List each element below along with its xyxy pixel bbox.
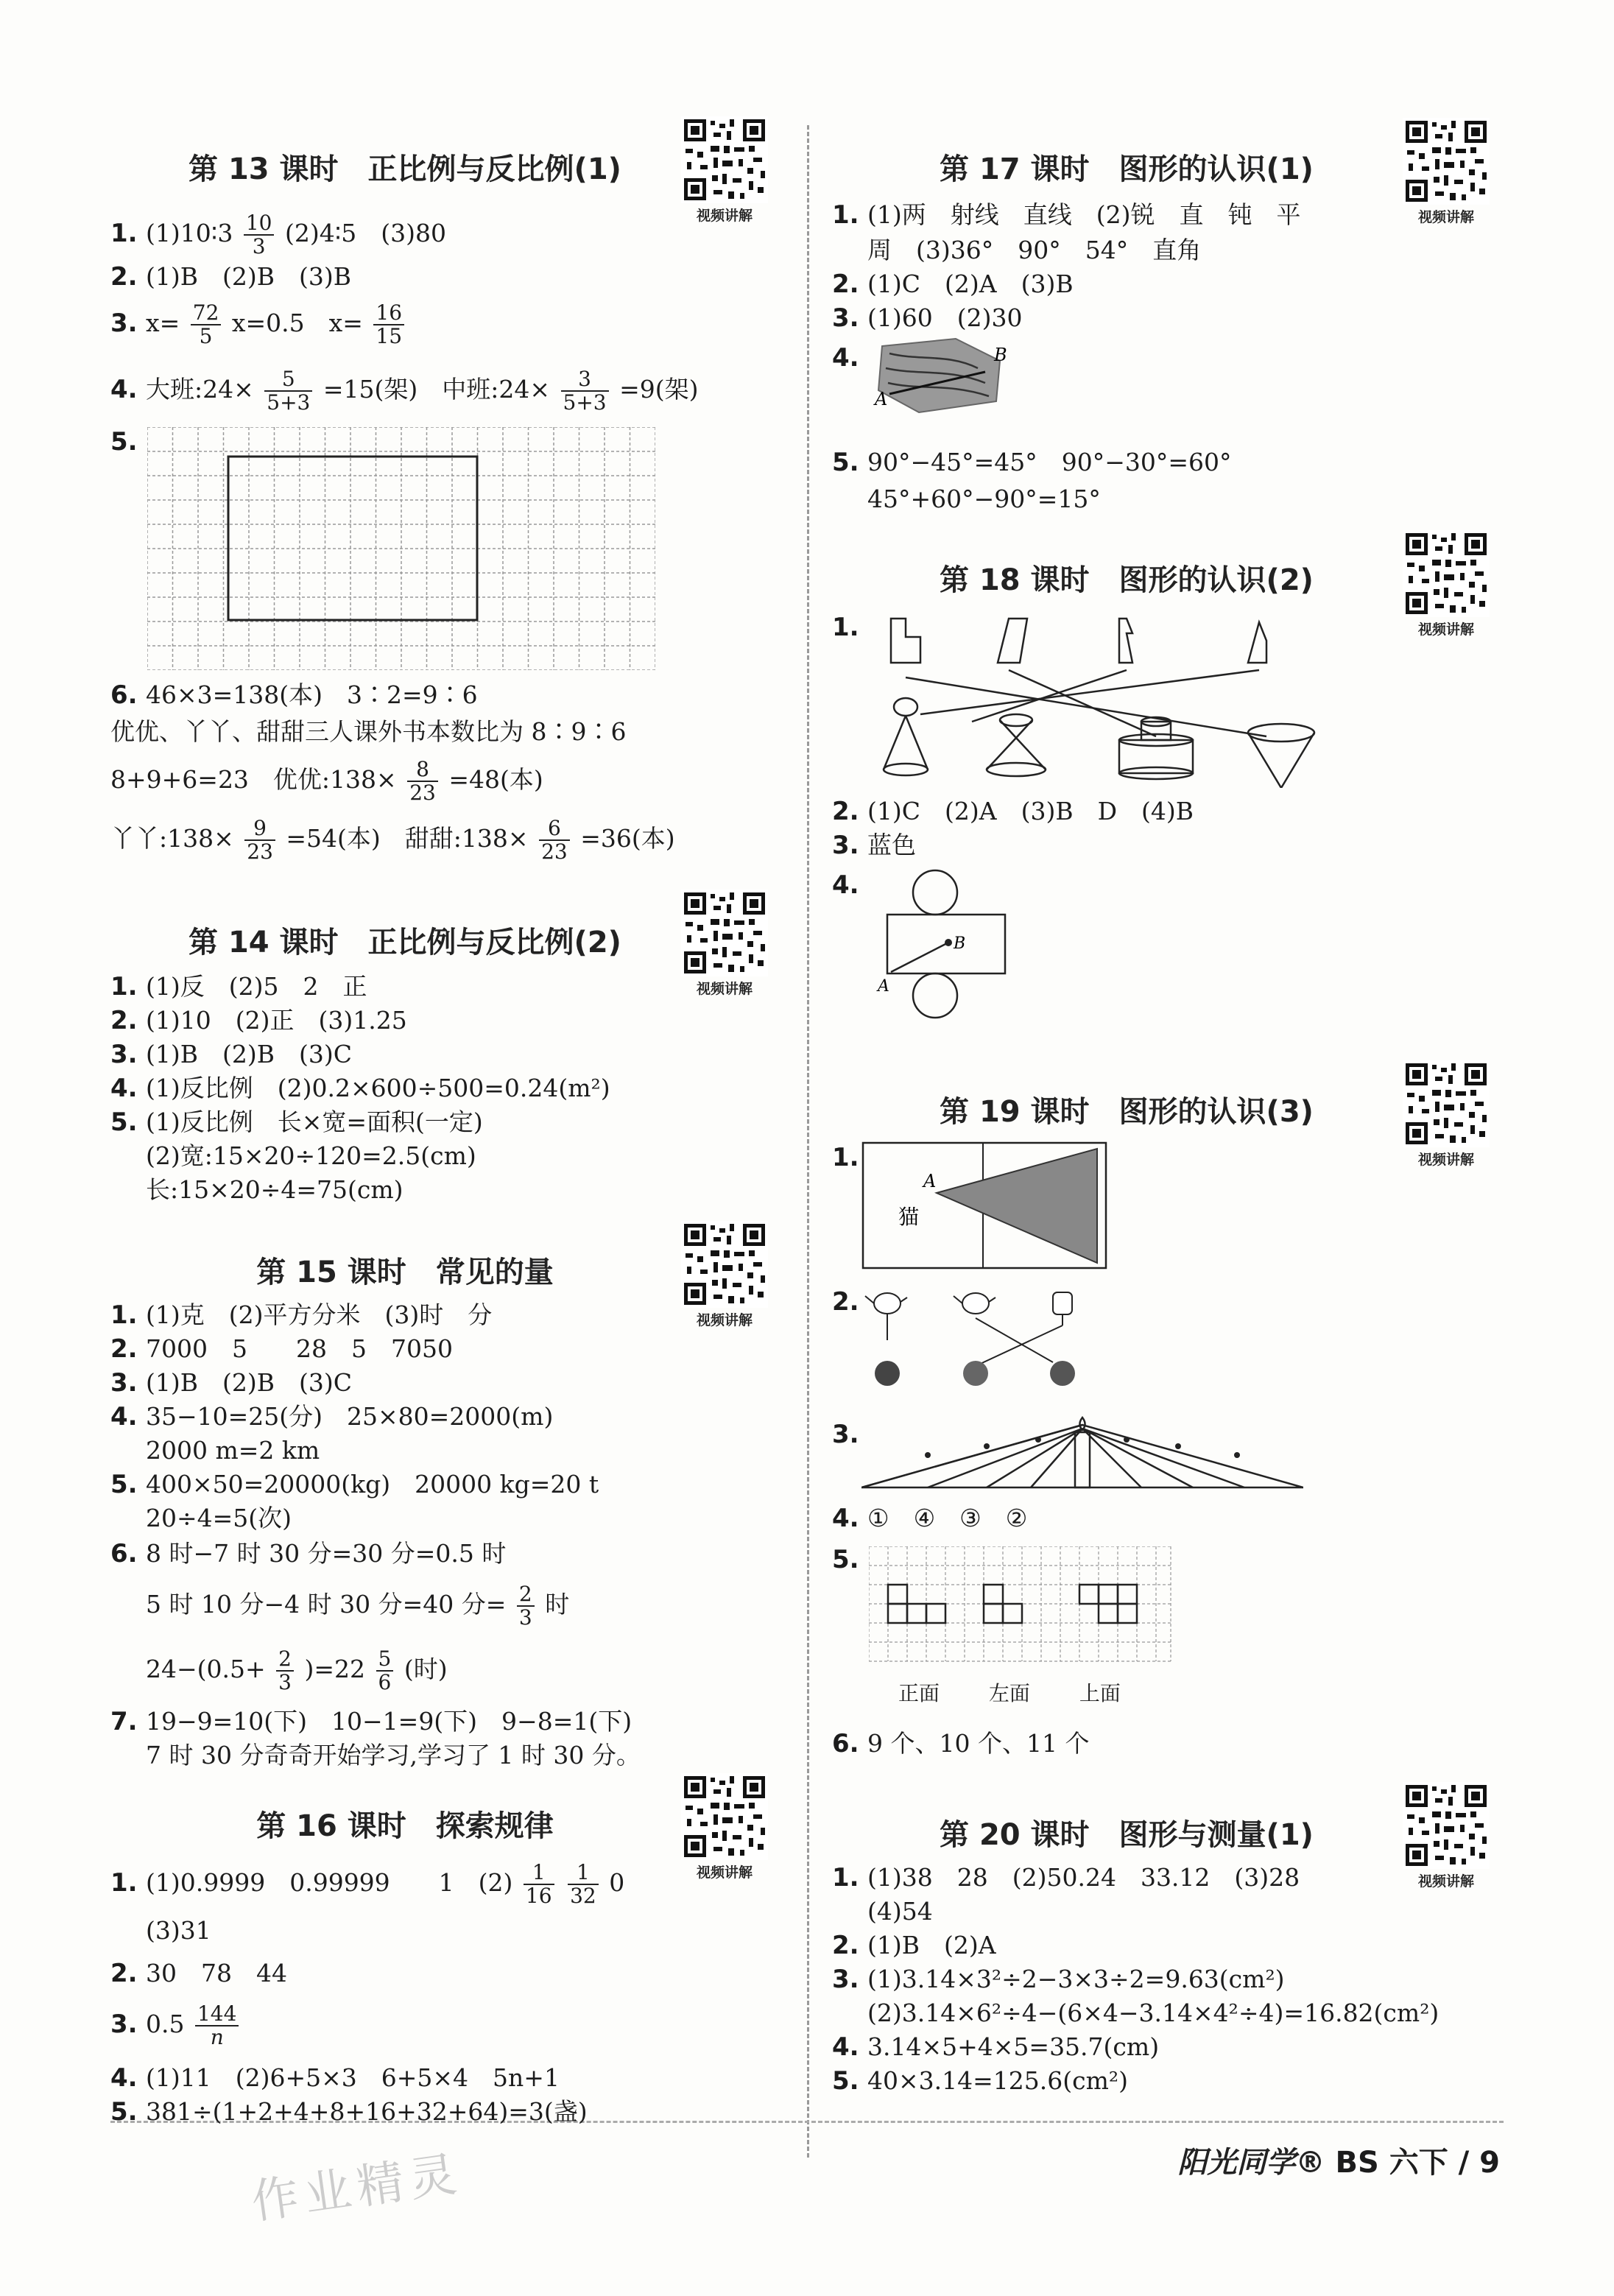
qr-code-18[interactable]: 视频讲解 <box>1403 530 1490 638</box>
three-views-figure <box>869 1546 1178 1679</box>
view-range-figure <box>861 1141 1112 1274</box>
s17-q3: 3. (1)60 (2)30 <box>832 303 1023 333</box>
watermark: 作业精灵 <box>248 2147 466 2230</box>
answer-text: (1)10∶3 <box>146 219 233 247</box>
s13-q3: 3. x= $\frac{72}{5}$ x=0.5 x= $\frac{16}{15}$ <box>110 302 407 348</box>
s20-q5: 5. 40×3.14=125.6(cm²) <box>832 2066 1128 2096</box>
page-number: BS 六下 / 9 <box>1335 2146 1500 2180</box>
svg-text:B: B <box>994 345 1007 365</box>
s17-q2: 2. (1)C (2)A (3)B <box>832 270 1074 299</box>
s15-q2: 2. 7000 5 28 5 7050 <box>110 1334 453 1364</box>
s15-q5: 5. 400×50=20000(kg) 20000 kg=20 t <box>110 1470 599 1499</box>
brand-logo: 阳光同学® <box>1177 2146 1325 2180</box>
s13-q6-line1: 6. 46×3=138(本) 3∶2=9∶6 <box>110 680 478 710</box>
s16-q5: 5. 381÷(1+2+4+8+16+32+64)=3(盏) <box>110 2097 588 2127</box>
column-divider <box>807 125 809 2158</box>
svg-text:A: A <box>878 977 889 996</box>
qr-code-14[interactable]: 视频讲解 <box>681 890 768 998</box>
shape-matching-figure <box>861 611 1436 788</box>
s15-q1: 1. (1)克 (2)平方分米 (3)时 分 <box>110 1300 493 1330</box>
rectangle-shape <box>228 457 477 620</box>
s13-q6-line4: 丫丫:138× $\frac{9}{23}$ =54(本) 甜甜:138× $\frac{6}{23}$ =36(本) <box>110 816 675 864</box>
s14-q5-line3: 长:15×20÷4=75(cm) <box>146 1175 403 1204</box>
s14-q4: 4. (1)反比例 (2)0.2×600÷500=0.24(m²) <box>110 1074 610 1103</box>
svg-text:A: A <box>923 1171 937 1191</box>
s13-q1 <box>110 212 446 258</box>
s16-q1: 1. (1)0.9999 0.99999 1 (2) $\frac{1}{16}$ $\frac{1}{32}$ 0 <box>110 1860 625 1908</box>
s14-q5: 5. (1)反比例 长×宽=面积(一定) <box>110 1107 483 1137</box>
fraction-16-15: $\frac{16}{15}$ <box>373 302 404 348</box>
qr-code-16[interactable]: 视频讲解 <box>681 1773 768 1881</box>
s15-q6-line2: 5 时 10 分−4 时 30 分=40 分= $\frac{2}{3}$ 时 <box>146 1582 570 1630</box>
section-19-title: 第 19 课时 图形的认识(3) <box>940 1095 1314 1129</box>
qr-code-20[interactable]: 视频讲解 <box>1403 1782 1490 1890</box>
section-13-title: 第 13 课时 正比例与反比例(1) <box>188 152 621 186</box>
s13-q4: 4. 大班:24× $\frac{5}{5+3}$ =15(架) 中班:24× $\frac{3}{5+3}$ =9(架) <box>110 367 699 415</box>
view-labels: 正面 左面 上面 <box>898 1681 1121 1705</box>
s18-q1: 1. <box>832 613 859 642</box>
s17-q4: 4. <box>832 343 859 373</box>
s14-q3: 3. (1)B (2)B (3)C <box>110 1040 352 1069</box>
qr-code-icon <box>1403 118 1490 205</box>
fraction-72-5: $\frac{72}{5}$ <box>191 302 222 348</box>
s17-q5-line2: 45°+60°−90°=15° <box>867 485 1101 513</box>
s14-q5-line2: (2)宽:15×20÷120=2.5(cm) <box>146 1141 476 1170</box>
s19-q6: 6. 9 个、10 个、11 个 <box>832 1729 1090 1758</box>
s20-q3: 3. (1)3.14×3²÷2−3×3÷2=9.63(cm²) <box>832 1965 1285 1994</box>
s16-q3: 3. 0.5 $\frac{144}{n}$ <box>110 2003 242 2049</box>
s19-q4: 4. ① ④ ③ ② <box>832 1504 1028 1533</box>
s19-q5: 5. <box>832 1545 859 1574</box>
section-20-title: 第 20 课时 图形与测量(1) <box>940 1818 1314 1852</box>
s18-q2: 2. (1)C (2)A (3)B D (4)B <box>832 797 1194 826</box>
wood-block-figure <box>867 331 1015 420</box>
s13-q6-line2: 优优、丫丫、甜甜三人课外书本数比为 8∶9∶6 <box>110 717 627 746</box>
s17-q1-line2: 周 (3)36° 90° 54° 直角 <box>867 236 1202 264</box>
s19-q3: 3. <box>832 1420 859 1449</box>
section-17-title: 第 17 课时 图形的认识(1) <box>940 152 1314 186</box>
qr-caption: 视频讲解 <box>696 208 753 224</box>
s16-q2: 2. 30 78 44 <box>110 1959 287 1988</box>
page-footer <box>1177 2139 1500 2181</box>
q-number: 1. <box>110 219 138 248</box>
cylinder-net-figure <box>861 869 1023 1024</box>
answer-text: (2)4∶5 (3)80 <box>284 219 447 247</box>
s19-q1: 1. <box>832 1143 859 1172</box>
s17-q1: 1. (1)两 射线 直线 (2)锐 直 钝 平 <box>832 200 1301 230</box>
section-18-title: 第 18 课时 图形的认识(2) <box>940 563 1314 597</box>
s15-q7: 7. 19−9=10(下) 10−1=9(下) 9−8=1(下) <box>110 1707 632 1736</box>
s13-q2: 2. (1)B (2)B (3)B <box>110 262 351 292</box>
grid-rectangle-figure <box>147 427 655 670</box>
s18-q3: 3. 蓝色 <box>832 831 916 860</box>
qr-code-icon <box>681 116 768 203</box>
s20-q1-line2: (4)54 <box>867 1897 933 1926</box>
s15-q5-line2: 20÷4=5(次) <box>146 1504 292 1532</box>
s13-q5: 5. <box>110 427 138 457</box>
s15-q6: 6. 8 时−7 时 30 分=30 分=0.5 时 <box>110 1539 507 1568</box>
s19-q2: 2. <box>832 1287 859 1317</box>
qr-code-13[interactable] <box>681 116 768 225</box>
s15-q4-line2: 2000 m=2 km <box>146 1436 320 1465</box>
candle-light-figure <box>861 1414 1303 1495</box>
qr-code-icon <box>681 1773 768 1860</box>
qr-code-icon <box>1403 1782 1490 1869</box>
qr-code-17[interactable]: 视频讲解 <box>1403 118 1490 226</box>
qr-code-19[interactable]: 视频讲解 <box>1403 1060 1490 1169</box>
svg-text:A: A <box>875 389 888 409</box>
s15-q6-line3: 24−(0.5+ $\frac{2}{3}$ )=22 $\frac{5}{6}$ (时) <box>146 1647 448 1694</box>
s17-q5: 5. 90°−45°=45° 90°−30°=60° <box>832 448 1232 477</box>
s16-q1-line2: (3)31 <box>146 1916 211 1945</box>
s14-q2: 2. (1)10 (2)正 (3)1.25 <box>110 1006 407 1035</box>
section-15-title: 第 15 课时 常见的量 <box>256 1256 554 1289</box>
teapot-matching-figure <box>861 1281 1112 1392</box>
section-14-title: 第 14 课时 正比例与反比例(2) <box>188 926 621 959</box>
s15-q4: 4. 35−10=25(分) 25×80=2000(m) <box>110 1402 554 1432</box>
qr-code-15[interactable]: 视频讲解 <box>681 1221 768 1329</box>
fraction-10-3: $\frac{10}{3}$ <box>244 212 275 258</box>
s20-q3-line2: (2)3.14×6²÷4−(6×4−3.14×4²÷4)=16.82(cm²) <box>867 1999 1439 2027</box>
svg-text:猫: 猫 <box>898 1205 920 1229</box>
qr-code-icon <box>681 1221 768 1308</box>
s14-q1: 1. (1)反 (2)5 2 正 <box>110 972 367 1001</box>
qr-code-icon <box>681 890 768 976</box>
s13-q6-line3: 8+9+6=23 优优:138× $\frac{8}{23}$ =48(本) <box>110 757 543 805</box>
qr-code-icon <box>1403 1060 1490 1147</box>
svg-text:B: B <box>954 934 966 953</box>
section-16-title: 第 16 课时 探索规律 <box>256 1809 554 1843</box>
s15-q7-line2: 7 时 30 分奇奇开始学习,学习了 1 时 30 分。 <box>146 1741 641 1769</box>
qr-code-icon <box>1403 530 1490 617</box>
s15-q3: 3. (1)B (2)B (3)C <box>110 1368 352 1398</box>
s20-q4: 4. 3.14×5+4×5=35.7(cm) <box>832 2032 1160 2062</box>
s20-q1: 1. (1)38 28 (2)50.24 33.12 (3)28 <box>832 1863 1300 1892</box>
s16-q4: 4. (1)11 (2)6+5×3 6+5×4 5n+1 <box>110 2063 560 2093</box>
s20-q2: 2. (1)B (2)A <box>832 1931 996 1960</box>
s18-q4: 4. <box>832 870 859 900</box>
